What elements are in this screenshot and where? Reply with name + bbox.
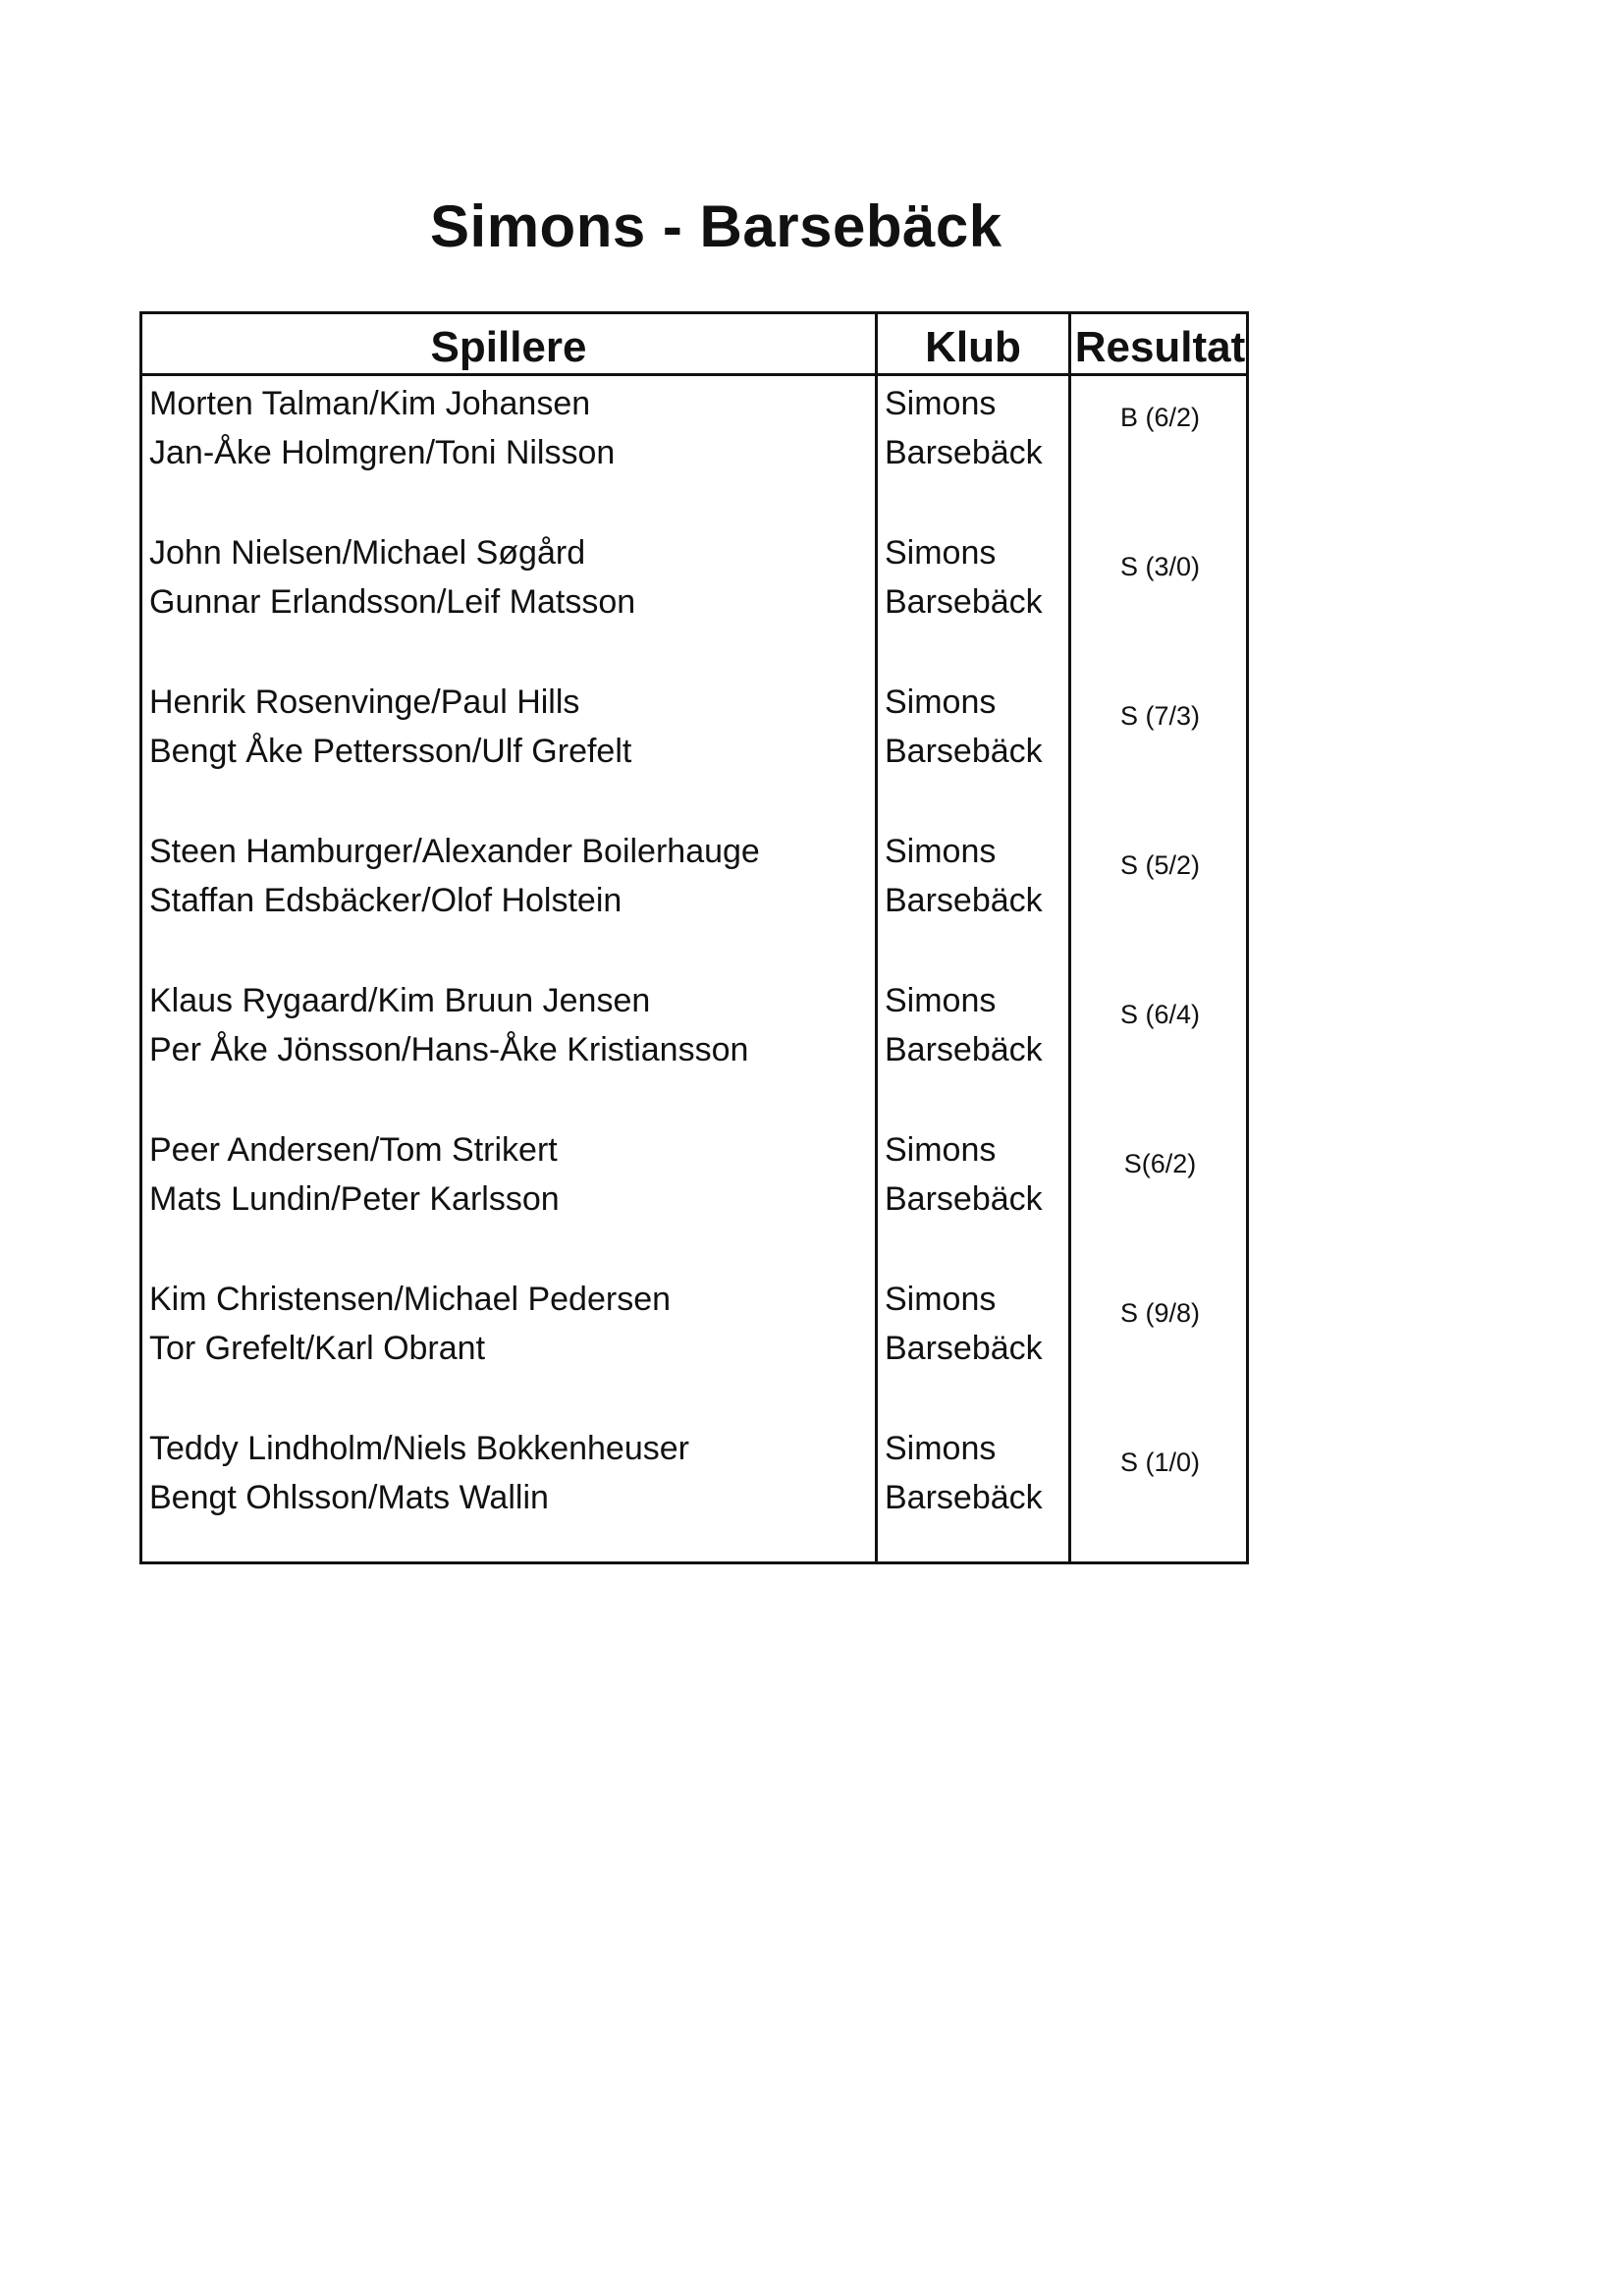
- home-players: Klaus Rygaard/Kim Bruun Jensen: [149, 982, 651, 1019]
- header-divider: [142, 373, 1246, 376]
- away-club: Barsebäck: [885, 1031, 1043, 1068]
- away-players: Tor Grefelt/Karl Obrant: [149, 1330, 486, 1367]
- home-club: Simons: [885, 1281, 997, 1318]
- away-players: Per Åke Jönsson/Hans-Åke Kristiansson: [149, 1031, 749, 1068]
- match-result: S (1/0): [1119, 1448, 1201, 1477]
- home-players: Kim Christensen/Michael Pedersen: [149, 1281, 672, 1318]
- page-title: Simons - Barsebäck: [430, 193, 1002, 259]
- column-header-club: Klub: [925, 323, 1021, 371]
- away-club: Barsebäck: [885, 434, 1043, 471]
- home-players: Steen Hamburger/Alexander Boilerhauge: [149, 833, 760, 870]
- match-result: S (3/0): [1119, 552, 1201, 581]
- results-table: [139, 311, 1249, 1564]
- match-result: S (9/8): [1119, 1298, 1201, 1328]
- table-row: [142, 1275, 1246, 1424]
- home-club: Simons: [885, 1430, 997, 1467]
- away-players: Gunnar Erlandsson/Leif Matsson: [149, 583, 636, 621]
- home-club: Simons: [885, 982, 997, 1019]
- away-club: Barsebäck: [885, 733, 1043, 770]
- home-players: Henrik Rosenvinge/Paul Hills: [149, 683, 580, 721]
- match-result: S(6/2): [1123, 1149, 1197, 1178]
- away-players: Jan-Åke Holmgren/Toni Nilsson: [149, 434, 616, 471]
- table-row: [142, 678, 1246, 827]
- table-row: [142, 528, 1246, 678]
- match-result: S (6/4): [1119, 1000, 1201, 1029]
- away-players: Mats Lundin/Peter Karlsson: [149, 1180, 560, 1218]
- away-club: Barsebäck: [885, 882, 1043, 919]
- match-result: B (6/2): [1119, 403, 1201, 432]
- home-club: Simons: [885, 833, 997, 870]
- away-club: Barsebäck: [885, 583, 1043, 621]
- away-club: Barsebäck: [885, 1180, 1043, 1218]
- table-row: [142, 379, 1246, 528]
- home-club: Simons: [885, 1131, 997, 1169]
- away-club: Barsebäck: [885, 1479, 1043, 1516]
- away-players: Bengt Ohlsson/Mats Wallin: [149, 1479, 549, 1516]
- match-result: S (5/2): [1119, 850, 1201, 880]
- home-club: Simons: [885, 385, 997, 422]
- home-players: John Nielsen/Michael Søgård: [149, 534, 586, 572]
- away-players: Bengt Åke Pettersson/Ulf Grefelt: [149, 733, 632, 770]
- table-row: [142, 976, 1246, 1125]
- column-header-players: Spillere: [430, 323, 587, 371]
- home-players: Peer Andersen/Tom Strikert: [149, 1131, 558, 1169]
- home-players: Morten Talman/Kim Johansen: [149, 385, 591, 422]
- away-players: Staffan Edsbäcker/Olof Holstein: [149, 882, 623, 919]
- table-row: [142, 1424, 1246, 1573]
- home-players: Teddy Lindholm/Niels Bokkenheuser: [149, 1430, 689, 1467]
- table-row: [142, 827, 1246, 976]
- match-result: S (7/3): [1119, 701, 1201, 731]
- away-club: Barsebäck: [885, 1330, 1043, 1367]
- home-club: Simons: [885, 683, 997, 721]
- table-row: [142, 1125, 1246, 1275]
- column-header-result: Resultat: [1074, 323, 1246, 371]
- home-club: Simons: [885, 534, 997, 572]
